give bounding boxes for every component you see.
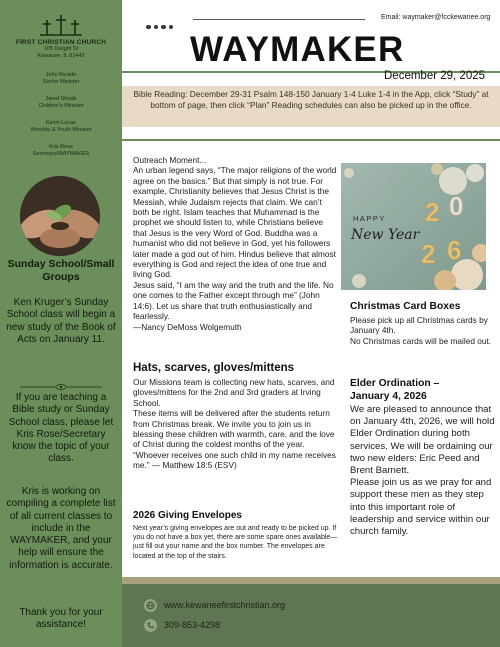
sunday-school-heading: Sunday School/Small Groups [7, 258, 115, 283]
hats-body: These items will be delivered after the students return from Christmas break. We invite you to join us in blessing these children with warmth, care, and the love of Christ during the coldest months of the year. [133, 408, 335, 450]
happy-text: HAPPY [353, 214, 386, 223]
staff-name: Kris Rose [49, 144, 73, 150]
staff-role: Senior Minister [42, 79, 80, 85]
staff-role: Secretary/WAYMAKER [32, 151, 90, 157]
globe-icon [144, 599, 157, 612]
hats-heading: Hats, scarves, gloves/mittens [133, 362, 295, 374]
phone-number[interactable]: 309-853-4298 [164, 620, 221, 630]
staff-name: John Reside [45, 72, 77, 78]
hats-article [133, 377, 337, 471]
header-rule [193, 19, 365, 20]
website-link[interactable]: www.kewaneefirstchristian.org [164, 600, 286, 610]
year-digit: 2 [425, 197, 440, 227]
staff-entry [0, 72, 122, 86]
outreach-body: Jesus said, “I am the way and the truth and the life. No one comes to the Father except through me” (John 14:6). Let us share that truth enthusiastically and fearlessly. [133, 279, 334, 322]
header-dots [146, 16, 176, 34]
sidebar [0, 0, 122, 647]
christmas-cards-article [350, 315, 495, 346]
staff-entry [0, 120, 122, 134]
staff-entry [0, 144, 122, 158]
year-digit: 0 [449, 191, 464, 221]
church-address-line2: Kewanee, IL 61443 [37, 53, 85, 59]
happy-new-year-image [341, 163, 486, 290]
church-name: FIRST CHRISTIAN CHURCH [15, 39, 107, 46]
church-logo [0, 14, 122, 60]
bible-reading-band [122, 86, 500, 127]
newsletter-title: WAYMAKER [190, 30, 405, 69]
new-year-text: New Year [351, 227, 420, 243]
divider-ornament-icon [20, 383, 102, 391]
outreach-signature: —Nancy DeMoss Wolgemuth [133, 321, 242, 332]
giving-body: Next year’s giving envelopes are out and ready to be picked up. If you do not have a box yet, there are some spare ones available—just fill out your name and the box number. The envelopes are located at the top of the stairs. [133, 525, 338, 560]
elder-body: Please join us as we pray for and support these men as they step into this important role of leadership and service within our church family. [350, 477, 492, 538]
footer-stripe [122, 577, 500, 584]
christmas-cards-body: No Christmas cards will be mailed out. [350, 335, 492, 346]
elder-article [350, 404, 496, 538]
staff-name: Jared Strode [45, 96, 77, 102]
elder-heading-line2: January 4, 2026 [350, 390, 427, 402]
class-list-text: Kris is working on compiling a complete list of all current classes to include in the WAYMAKER, and your help will ensure the information is accurate. [6, 486, 116, 571]
green-divider [122, 139, 500, 141]
three-crosses-icon [39, 14, 83, 36]
elder-heading-line1: Elder Ordination – [350, 378, 440, 389]
christmas-cards-heading: Christmas Card Boxes [350, 301, 461, 312]
staff-name: Kevin Lucas [46, 120, 76, 126]
bible-reading-text: Bible Reading: December 29-31 Psalm 148-150 January 1-4 Luke 1-4 in the App, click “Study” at bottom of page, then click “Plan” Reading schedules can also be picked up in the office. [133, 89, 489, 110]
outreach-body: An urban legend says, “The major religions of the world agree on the basics.” But that simply is not true. For example, Christianity believes that Jesus Christ is the Messiah, while Judaism rejects that claim. We can’t both be right. Islam teaches that Muhammad is the prophet we should listen to, while Christians believe that Jesus is the very Word of God. Buddha was a humanist who did not believe in God, yet his followers later made a god out of him. Hindus believe that almost everything is God and reject the idea of one true and living God. [133, 165, 337, 280]
footer [122, 584, 500, 647]
giving-heading: 2026 Giving Envelopes [133, 510, 242, 521]
sunday-school-text: Ken Kruger’s Sunday School class will begin a new study of the Book of Acts on January 11. [6, 297, 116, 345]
church-address-line1: 105 Dwight St [43, 46, 79, 52]
staff-entry [0, 96, 122, 110]
hats-quote: “Whoever receives one such child in my name receives me.” — Matthew 18:5 (ESV) [133, 449, 336, 471]
elder-body: We are pleased to announce that on January 4th, 2026, we will hold Elder Ordination during both services. We will be ordaining our two new elders: Eric Peed and Brent Barnett. [350, 404, 495, 477]
year-digit: 6 [447, 235, 462, 265]
staff-role: Worship & Youth Minister [30, 127, 92, 133]
outreach-article [133, 155, 337, 332]
staff-role: Children's Minister [38, 103, 84, 109]
hats-body: Our Missions team is collecting new hats, scarves, and gloves/mittens for the 2nd and 3rd graders at Irving School. [133, 377, 335, 408]
thanks-text: Thank you for your assistance! [19, 607, 103, 631]
email-address[interactable]: Email: waymaker@fcckewanee.org [381, 14, 491, 21]
hands-holding-plant-photo [20, 176, 100, 256]
christmas-cards-body: Please pick up all Christmas cards by January 4th. [350, 315, 488, 336]
issue-date: December 29, 2025 [384, 70, 486, 82]
bible-study-text: If you are teaching a Bible study or Sunday School class, please let Kris Rose/Secretary know the topic of your class. [8, 392, 114, 465]
elder-ordination-heading [350, 378, 439, 403]
year-digit: 2 [421, 239, 436, 269]
outreach-heading: Outreach Moment... [133, 155, 207, 165]
phone-icon [144, 619, 157, 632]
